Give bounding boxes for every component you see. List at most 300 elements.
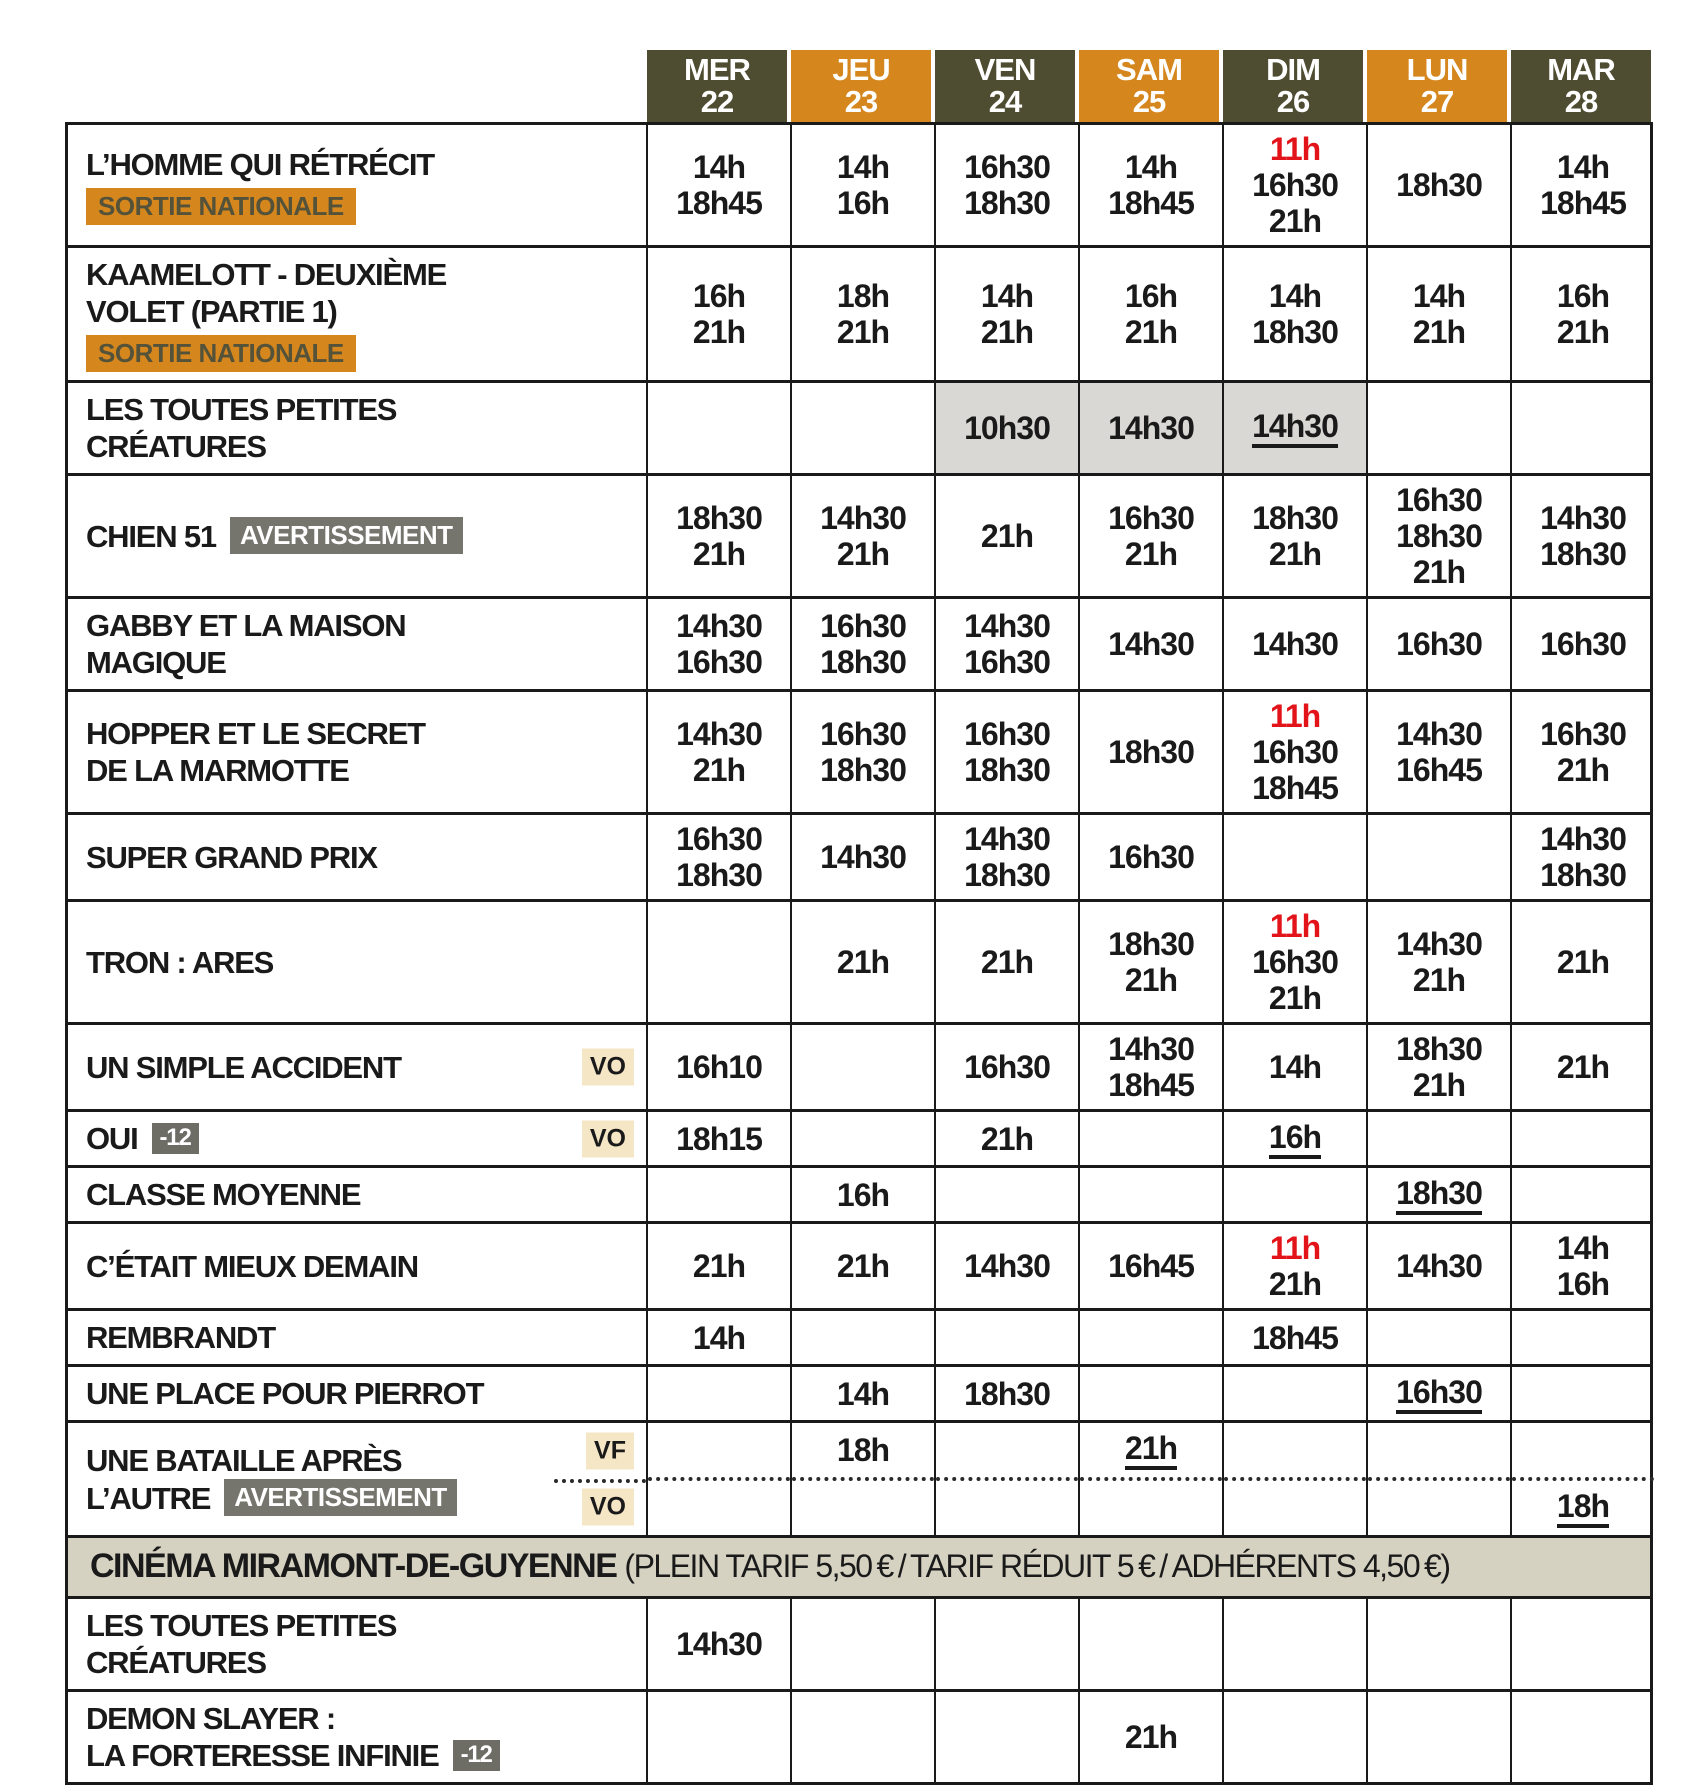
movie-title: UN SIMPLE ACCIDENT: [86, 1049, 401, 1085]
showtime-cell: [646, 692, 790, 812]
day-date: 28: [1564, 84, 1598, 119]
showtime: 21h: [1124, 1719, 1178, 1755]
showtime: 18h30: [676, 500, 762, 536]
showtime-cell: [1078, 815, 1222, 899]
day-date: 23: [844, 84, 878, 119]
showtime: 21h: [1412, 314, 1466, 350]
showtime: 16h30: [676, 821, 762, 857]
showtime: 21h: [692, 536, 746, 572]
avertissement-badge: AVERTISSEMENT: [230, 517, 463, 554]
showtime-cell: [1366, 125, 1510, 245]
showtime: 14h: [692, 149, 746, 185]
showtime-cell: [1078, 1692, 1222, 1782]
movie-title-cell: [68, 902, 646, 1022]
showtime: 16h: [1556, 278, 1610, 314]
showtime: 18h15: [676, 1120, 762, 1157]
showtime: 14h: [1556, 149, 1610, 185]
showtime-cell: [934, 476, 1078, 596]
showtime-cell: [646, 1112, 790, 1165]
showtime-cell: [790, 1423, 934, 1535]
showtime-cell: [1222, 1692, 1366, 1782]
day-name: JEU: [832, 52, 890, 87]
showtime-cell: [934, 599, 1078, 689]
day-date: 27: [1420, 84, 1454, 119]
showtime-cell: [1510, 815, 1654, 899]
showtime: 14h30: [1396, 926, 1482, 962]
showtime: 21h: [1412, 1067, 1466, 1103]
showtime-cell: [934, 1599, 1078, 1689]
showtime-cell: [1078, 476, 1222, 596]
movie-title-cell: [68, 383, 646, 473]
movie-title: DEMON SLAYER : LA FORTERESSE INFINIE -12: [86, 1700, 500, 1774]
showtime: 16h30: [676, 644, 762, 680]
showtime: 14h30: [1396, 716, 1482, 752]
showtime-cell: [1366, 692, 1510, 812]
showtime-cell: [1222, 1423, 1366, 1535]
showtime-cell: [1510, 1025, 1654, 1109]
showtime-cell: [790, 692, 934, 812]
showtime-cell: [1510, 1224, 1654, 1308]
showtime-cell: [1078, 1311, 1222, 1364]
showtime: 14h30: [1108, 1031, 1194, 1067]
showtime: 21h: [980, 944, 1034, 980]
showtime: 18h30: [1396, 1031, 1482, 1067]
movie-row: [68, 1308, 1650, 1364]
showtime-cell: [1222, 1311, 1366, 1364]
showtime: 16h30: [1396, 482, 1482, 518]
day-name: LUN: [1406, 52, 1468, 87]
showtime: 21h: [836, 314, 890, 350]
showtime-cell: [1366, 902, 1510, 1022]
movie-title: SUPER GRAND PRIX: [86, 839, 377, 875]
movie-title: CLASSE MOYENNE: [86, 1177, 361, 1212]
showtime-cell: [1222, 815, 1366, 899]
showtime: 11h: [1269, 908, 1321, 944]
showtime-cell: [1222, 1224, 1366, 1308]
showtime: 16h30: [820, 716, 906, 752]
movie-title-cell: [68, 1423, 646, 1535]
showtime-cell: [1366, 1423, 1510, 1535]
showtime: 21h: [836, 1248, 890, 1284]
day-name: MER: [684, 52, 750, 87]
avertissement-badge: AVERTISSEMENT: [224, 1479, 457, 1516]
movie-title-cell: [68, 815, 646, 899]
movie-row: [68, 1022, 1650, 1109]
showtime-cell: [1366, 476, 1510, 596]
showtime: 21h: [980, 1120, 1034, 1157]
showtime-cell: [1510, 599, 1654, 689]
movie-row: [68, 245, 1650, 380]
showtime: 16h: [1556, 1266, 1610, 1302]
showtime: 16h30: [964, 716, 1050, 752]
showtime: 18h45: [1108, 1067, 1194, 1103]
miramont-banner: [68, 1535, 1650, 1596]
day-name: SAM: [1116, 52, 1182, 87]
showtime-cell: [934, 383, 1078, 473]
movie-title: UNE BATAILLE APRÈS L’AUTRE AVERTISSEMENT: [86, 1442, 457, 1517]
showtime: 14h: [836, 1375, 890, 1412]
day-date: 24: [988, 84, 1022, 119]
showtime-cell: [1366, 1224, 1510, 1308]
movie-title: UNE PLACE POUR PIERROT: [86, 1376, 484, 1411]
showtime-cell: [1222, 248, 1366, 380]
showtime-cell: [1510, 1599, 1654, 1689]
showtime: 14h30: [1108, 626, 1194, 662]
movie-title-cell: [68, 692, 646, 812]
movie-title-cell: [68, 125, 646, 245]
showtime-cell: [790, 1025, 934, 1109]
showtime: 16h30: [964, 644, 1050, 680]
showtime: 18h45: [676, 185, 762, 221]
showtime: 16h30: [1252, 167, 1338, 203]
showtime-cell: [1366, 815, 1510, 899]
showtime: 16h: [836, 185, 890, 221]
showtime-cell: [646, 248, 790, 380]
day-header-lun: [1367, 50, 1507, 122]
showtime-cell: [1366, 1311, 1510, 1364]
movie-title: LES TOUTES PETITES CRÉATURES: [86, 1608, 397, 1680]
movie-title: OUI -12: [86, 1120, 199, 1157]
showtime: 21h: [1412, 962, 1466, 998]
miramont-cinema-name: CINÉMA MIRAMONT-DE-GUYENNE: [90, 1547, 617, 1585]
showtime-cell: [1366, 1599, 1510, 1689]
showtime: 21h: [1124, 536, 1178, 572]
movie-title-cell: [68, 1599, 646, 1689]
showtime: 14h30: [676, 1626, 762, 1662]
movie-title-cell: [68, 1311, 646, 1364]
showtime-cell: [1078, 1112, 1222, 1165]
showtime: 14h: [1412, 278, 1466, 314]
showtime: 14h30: [1252, 626, 1338, 662]
movie-row: [68, 1689, 1650, 1782]
movie-row: [68, 125, 1650, 245]
showtime-cell: [790, 815, 934, 899]
movie-title: REMBRANDT: [86, 1320, 275, 1355]
showtime-cell: [1366, 599, 1510, 689]
showtime-cell: [1510, 248, 1654, 380]
showtime-cell: [1078, 1367, 1222, 1420]
showtime-cell: [646, 815, 790, 899]
showtime: 18h30: [820, 752, 906, 788]
showtime-cell: [1510, 1112, 1654, 1165]
showtime-cell: [790, 1311, 934, 1364]
showtime: 16h: [836, 1176, 890, 1213]
showtime-cell: [1366, 1112, 1510, 1165]
showtime-cell: [934, 125, 1078, 245]
showtime-cell: [934, 1025, 1078, 1109]
showtime-cell: [1078, 1025, 1222, 1109]
showtime: 16h30: [1252, 944, 1338, 980]
showtime-cell: [790, 1692, 934, 1782]
showtime-cell: [1222, 599, 1366, 689]
vo-badge: VO: [582, 1049, 634, 1086]
day-name: VEN: [974, 52, 1036, 87]
showtime: 14h30: [676, 716, 762, 752]
vf-half: [1368, 1423, 1510, 1481]
showtime: 14h30: [1540, 821, 1626, 857]
showtime: 18h30: [1252, 500, 1338, 536]
showtime: 11h: [1269, 131, 1321, 167]
showtime-cell: [1510, 692, 1654, 812]
vo-half: [1368, 1481, 1510, 1535]
showtime: 14h: [1268, 1049, 1322, 1085]
vf-half: [1224, 1423, 1366, 1481]
showtime: 21h: [980, 518, 1034, 554]
sortie-nationale-badge: SORTIE NATIONALE: [86, 188, 356, 225]
showtime-cell: [1222, 1112, 1366, 1165]
movie-title: LES TOUTES PETITES CRÉATURES: [86, 392, 397, 464]
showtime: 14h: [836, 149, 890, 185]
showtime: 14h30: [1108, 410, 1194, 446]
showtime: 16h: [1269, 1119, 1321, 1159]
showtime-cell: [790, 1168, 934, 1221]
showtime: 21h: [836, 944, 890, 980]
showtime-cell: [1222, 1025, 1366, 1109]
showtime-cell: [1222, 476, 1366, 596]
movie-row: [68, 1364, 1650, 1420]
showtime: 16h30: [1108, 839, 1194, 875]
showtime-cell: [1366, 248, 1510, 380]
showtime: 16h10: [676, 1049, 762, 1085]
showtime-cell: [790, 902, 934, 1022]
movie-row: [68, 473, 1650, 596]
movie-row: [68, 1420, 1650, 1535]
showtime: 14h30: [676, 608, 762, 644]
showtime: 16h45: [1396, 752, 1482, 788]
showtime: 11h: [1269, 698, 1321, 734]
vf-half: [936, 1423, 1078, 1481]
showtime-cell: [646, 599, 790, 689]
day-header-ven: [935, 50, 1075, 122]
showtime: 16h30: [1396, 1374, 1482, 1414]
showtime: 21h: [1268, 1266, 1322, 1302]
showtime-cell: [790, 1599, 934, 1689]
showtime-cell: [1078, 599, 1222, 689]
showtime: 21h: [1124, 962, 1178, 998]
showtime: 16h30: [1540, 626, 1626, 662]
vo-half: [936, 1481, 1078, 1535]
showtime: 18h30: [1540, 857, 1626, 893]
showtime: 21h: [980, 314, 1034, 350]
showtime: 21h: [1556, 314, 1610, 350]
movie-row: [68, 1165, 1650, 1221]
showtime: 18h: [1557, 1488, 1609, 1528]
title-column-spacer: [65, 50, 645, 122]
showtime-cell: [1510, 1367, 1654, 1420]
showtime: 18h30: [1108, 926, 1194, 962]
movie-title: C’ÉTAIT MIEUX DEMAIN: [86, 1248, 418, 1284]
vf-half: [792, 1423, 934, 1481]
showtime-cell: [646, 125, 790, 245]
showtime-cell: [934, 1112, 1078, 1165]
vf-half: [1080, 1423, 1222, 1481]
showtime-cell: [1078, 902, 1222, 1022]
showtime: 18h30: [964, 1375, 1050, 1412]
movie-row: [68, 899, 1650, 1022]
showtime: 14h: [692, 1319, 746, 1356]
showtime-cell: [1510, 125, 1654, 245]
showtime-cell: [1510, 1311, 1654, 1364]
showtime-cell: [1078, 383, 1222, 473]
showtime-cell: [646, 1367, 790, 1420]
showtime-cell: [934, 1168, 1078, 1221]
schedule-body: [65, 122, 1653, 1785]
movie-title-cell: [68, 1112, 646, 1165]
showtime: 18h45: [1252, 1319, 1338, 1356]
showtime: 18h30: [1252, 314, 1338, 350]
showtime: 21h: [1124, 314, 1178, 350]
showtime-cell: [646, 1311, 790, 1364]
vf-half: [1512, 1423, 1654, 1481]
showtime-cell: [1078, 125, 1222, 245]
showtime: 14h: [1268, 278, 1322, 314]
vf-badge: VF: [586, 1433, 634, 1470]
vf-half: [648, 1423, 790, 1481]
showtime-cell: [790, 1112, 934, 1165]
showtime: 21h: [1556, 752, 1610, 788]
showtime: 16h30: [1108, 500, 1194, 536]
showtime-cell: [1222, 1367, 1366, 1420]
showtime: 18h30: [1540, 536, 1626, 572]
showtime-cell: [1366, 1367, 1510, 1420]
showtime-cell: [1510, 1423, 1654, 1535]
movie-title-cell: [68, 1168, 646, 1221]
showtime-cell: [646, 1168, 790, 1221]
showtime-cell: [790, 125, 934, 245]
sortie-nationale-badge: SORTIE NATIONALE: [86, 335, 356, 372]
showtime-cell: [1078, 1599, 1222, 1689]
movie-title-cell: [68, 248, 646, 380]
showtime: 14h30: [964, 608, 1050, 644]
movie-title: KAAMELOTT - DEUXIÈME VOLET (PARTIE 1): [86, 257, 447, 329]
showtime: 16h30: [964, 149, 1050, 185]
showtime: 14h30: [964, 821, 1050, 857]
showtime-cell: [934, 1423, 1078, 1535]
showtime-cell: [790, 383, 934, 473]
showtime-cell: [646, 1692, 790, 1782]
showtime: 16h30: [1252, 734, 1338, 770]
showtime: 21h: [1412, 554, 1466, 590]
showtime-cell: [1366, 1168, 1510, 1221]
showtime: 18h30: [1396, 167, 1482, 203]
showtime-cell: [934, 692, 1078, 812]
movie-title-cell: [68, 1224, 646, 1308]
showtime: 16h30: [1396, 626, 1482, 662]
showtime-cell: [790, 248, 934, 380]
showtime-cell: [1510, 476, 1654, 596]
showtime: 16h45: [1108, 1248, 1194, 1284]
showtime: 18h: [836, 278, 890, 314]
showtime: 11h: [1269, 1230, 1321, 1266]
showtime-cell: [646, 902, 790, 1022]
showtime-cell: [1222, 125, 1366, 245]
showtime: 21h: [1556, 944, 1610, 980]
schedule-table: [65, 50, 1653, 1785]
day-date: 22: [700, 84, 734, 119]
showtime-cell: [646, 1423, 790, 1535]
showtime-cell: [1222, 1168, 1366, 1221]
movie-title-cell: [68, 599, 646, 689]
showtime-cell: [1510, 1168, 1654, 1221]
showtime-cell: [1366, 383, 1510, 473]
showtime-cell: [1366, 1025, 1510, 1109]
age-rating-badge: -12: [152, 1123, 199, 1154]
showtime: 18h30: [1396, 1175, 1482, 1215]
showtime-cell: [1078, 248, 1222, 380]
movie-row: [68, 812, 1650, 899]
showtime-cell: [1078, 692, 1222, 812]
showtime: 21h: [692, 314, 746, 350]
showtime-cell: [1078, 1168, 1222, 1221]
showtime: 18h30: [964, 752, 1050, 788]
day-header-row: [65, 50, 1653, 122]
showtime: 16h: [692, 278, 746, 314]
day-header-sam: [1079, 50, 1219, 122]
showtime: 14h30: [820, 500, 906, 536]
showtime: 21h: [1268, 536, 1322, 572]
movie-title-cell: [68, 1025, 646, 1109]
showtime-cell: [1510, 1692, 1654, 1782]
showtime-cell: [934, 815, 1078, 899]
age-rating-badge: -12: [453, 1740, 500, 1771]
showtime-cell: [1222, 692, 1366, 812]
showtime: 14h: [980, 278, 1034, 314]
showtime: 21h: [1268, 980, 1322, 1016]
vo-half: [1080, 1481, 1222, 1535]
showtime-cell: [646, 1224, 790, 1308]
showtime: 16h: [1124, 278, 1178, 314]
movie-row: [68, 1109, 1650, 1165]
showtime: 21h: [1125, 1430, 1177, 1470]
movie-title: CHIEN 51 AVERTISSEMENT: [86, 517, 463, 555]
showtime: 21h: [836, 536, 890, 572]
movie-title-cell: [68, 1367, 646, 1420]
day-date: 26: [1276, 84, 1310, 119]
showtime-cell: [790, 1224, 934, 1308]
showtime: 18h30: [676, 857, 762, 893]
movie-title: HOPPER ET LE SECRET DE LA MARMOTTE: [86, 716, 425, 788]
showtime-cell: [1078, 1423, 1222, 1535]
vo-badge: VO: [582, 1489, 634, 1526]
miramont-tariffs: (PLEIN TARIF 5,50 € / TARIF RÉDUIT 5 € / ADHÉRENTS 4,50 €): [624, 1548, 1450, 1584]
showtime-cell: [934, 1692, 1078, 1782]
showtime-cell: [1510, 902, 1654, 1022]
showtime-cell: [1510, 383, 1654, 473]
showtime-cell: [646, 383, 790, 473]
movie-row: [68, 1221, 1650, 1308]
day-name: DIM: [1266, 52, 1320, 87]
showtime-cell: [646, 476, 790, 596]
movie-title: L’HOMME QUI RÉTRÉCIT: [86, 146, 435, 182]
movie-row: [68, 689, 1650, 812]
vo-half: [1224, 1481, 1366, 1535]
showtime: 18h45: [1252, 770, 1338, 806]
movie-title-cell: [68, 1692, 646, 1782]
showtime-cell: [646, 1025, 790, 1109]
day-header-mer: [647, 50, 787, 122]
showtime-cell: [934, 902, 1078, 1022]
movie-title: GABBY ET LA MAISON MAGIQUE: [86, 608, 406, 680]
showtime-cell: [1078, 1224, 1222, 1308]
showtime: 18h30: [1396, 518, 1482, 554]
showtime: 14h30: [1252, 408, 1338, 448]
showtime: 14h: [1556, 1230, 1610, 1266]
showtime: 16h30: [964, 1049, 1050, 1085]
showtime: 18h45: [1540, 185, 1626, 221]
day-date: 25: [1132, 84, 1166, 119]
showtime-cell: [934, 1367, 1078, 1420]
movie-row: [68, 380, 1650, 473]
